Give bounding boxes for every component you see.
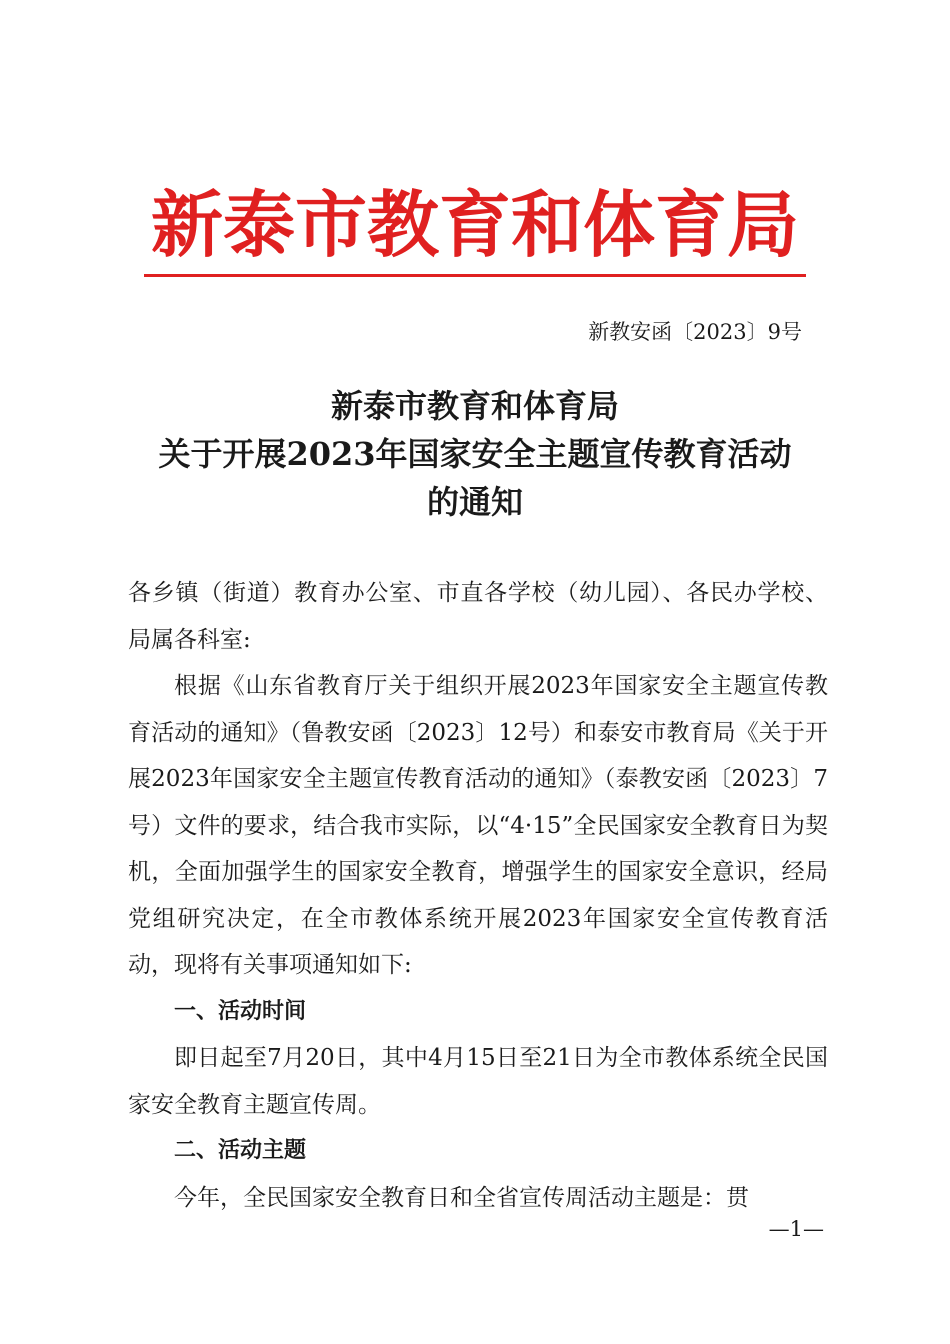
section-1-heading: 一、活动时间 [174,998,307,1024]
document-number: 新教安函〔2023〕9号 [588,320,802,344]
recipients: 各乡镇（街道）教育办公室、市直各学校（幼儿园）、各民办学校、局属各科室: [128,580,828,653]
page-number: —1— [768,1217,824,1241]
agency-header: 新泰市教育和体育局 [150,182,799,267]
red-divider-line [144,274,806,277]
section-2-text: 今年，全民国家安全教育日和全省宣传周活动主题是：贯 [174,1184,749,1211]
section-1-text: 即日起至7月20日，其中4月15日至21日为全市教体系统全民国家安全教育主题宣传周。 [128,1045,828,1118]
intro-paragraph: 根据《山东省教育厅关于组织开展2023年国家安全主题宣传教育活动的通知》（鲁教安函〔2023〕12号）和泰安市教育局《关于开展2023年国家安全主题宣传教育活动的通知》（泰教安函〔2023〕7号）文件的要求，结合我市实际，以“4·15”全民国家安全教育日为契机，全面加强学生的国家安全教育，增强学生的国家安全意识，经局党组研究决定，在全市教体系统开展2023年国家安全宣传教育活动，现将有关事项通知如下: [128,673,828,978]
title-line-2: 关于开展2023年国家安全主题宣传教育活动 [158,435,792,473]
title-line-3: 的通知 [426,483,523,521]
document-body [128,570,828,1221]
document-title [0,382,950,526]
title-line-1: 新泰市教育和体育局 [330,387,619,425]
section-2-heading: 二、活动主题 [174,1138,307,1163]
